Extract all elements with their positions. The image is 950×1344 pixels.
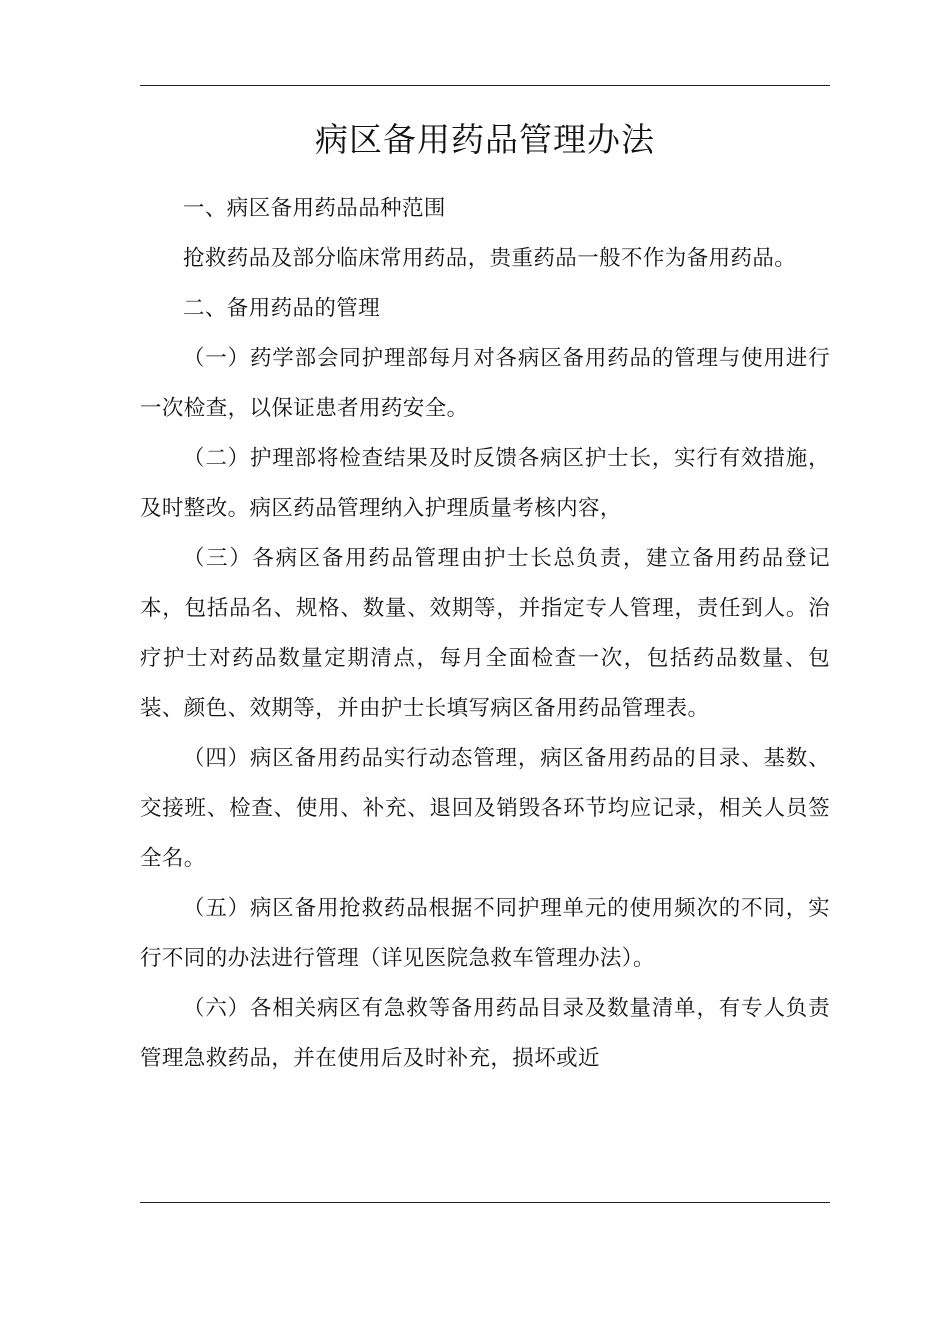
- footer-rule: [140, 1202, 830, 1203]
- document-title: 病区备用药品管理办法: [315, 120, 655, 159]
- paragraph-item-1: （一）药学部会同护理部每月对各病区备用药品的管理与使用进行一次检查，以保证患者用药安全。: [140, 346, 830, 421]
- header-rule: [140, 85, 830, 86]
- paragraph-item-6: （六）各相关病区有急救等备用药品目录及数量清单，有专人负责管理急救药品，并在使用后及时补充，损坏或近: [140, 996, 830, 1071]
- document-body: [140, 184, 830, 1084]
- paragraph-item-5: （五）病区备用抢救药品根据不同护理单元的使用频次的不同，实行不同的办法进行管理（详见医院急救车管理办法）。: [140, 896, 830, 971]
- section-heading-2: 二、备用药品的管理: [183, 296, 381, 321]
- section-heading-1: 一、病区备用药品品种范围: [183, 196, 446, 221]
- paragraph-item-2: （二）护理部将检查结果及时反馈各病区护士长，实行有效措施，及时整改。病区药品管理纳入护理质量考核内容，: [140, 446, 830, 521]
- paragraph-item-3: （三）各病区备用药品管理由护士长总负责，建立备用药品登记本，包括品名、规格、数量、效期等，并指定专人管理，责任到人。治疗护士对药品数量定期清点，每月全面检查一次，包括药品数量、包装、颜色、效期等，并由护士长填写病区备用药品管理表。: [140, 546, 830, 721]
- paragraph-item-4: （四）病区备用药品实行动态管理，病区备用药品的目录、基数、交接班、检查、使用、补充、退回及销毁各环节均应记录，相关人员签全名。: [140, 746, 830, 871]
- paragraph-scope: 抢救药品及部分临床常用药品，贵重药品一般不作为备用药品。: [183, 246, 797, 271]
